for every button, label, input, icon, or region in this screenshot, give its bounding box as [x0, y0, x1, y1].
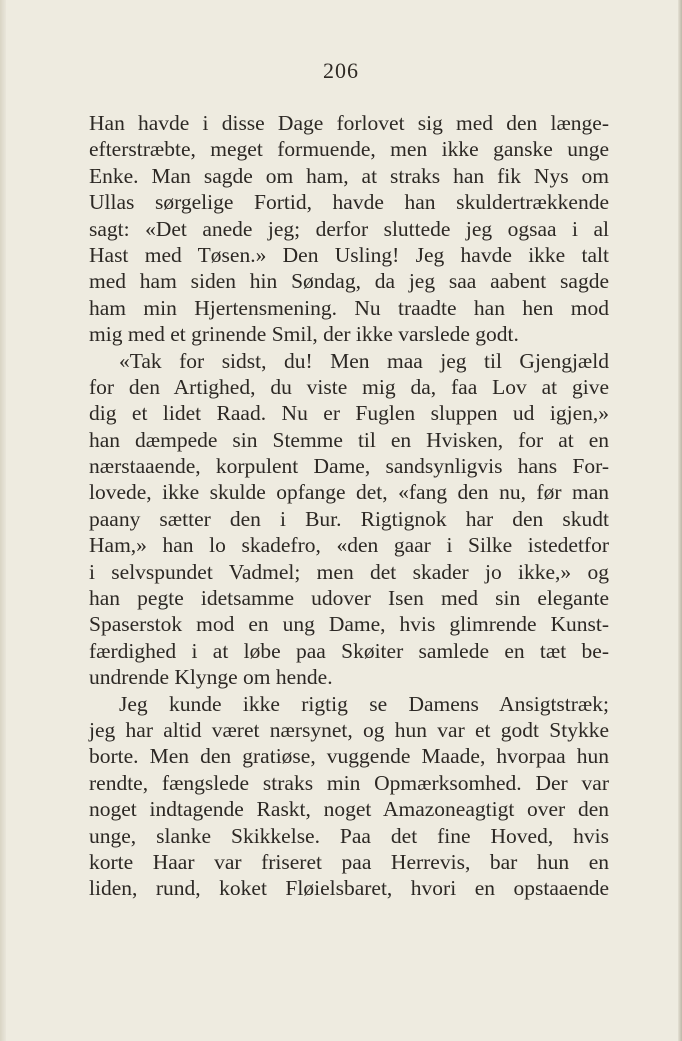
text-line: mig med et grinende Smil, der ikke varslede godt.: [89, 322, 519, 347]
text-line: Spaserstok mod en ung Dame, hvis glimrende Kunst-: [89, 612, 609, 637]
text-line: han pegte idetsamme udover Isen med sin elegante: [89, 586, 609, 611]
text-line: Han havde i disse Dage forlovet sig med den længe-: [89, 111, 609, 135]
text-line: paany sætter den i Bur. Rigtignok har den skudt: [89, 506, 609, 531]
text-line: lovede, ikke skulde opfange det, «fang den nu, før man: [89, 480, 609, 505]
text-line: Ham,» han lo skadefro, «den gaar i Silke istedetfor: [89, 533, 609, 558]
text-line: ham min Hjertensmening. Nu traadte han hen mod: [89, 295, 609, 320]
text-line: sagt: «Det anede jeg; derfor sluttede jeg ogsaa i al: [89, 216, 609, 241]
text-line: dig et lidet Raad. Nu er Fuglen sluppen ud igjen,»: [89, 401, 609, 426]
text-line: Hast med Tøsen.» Den Usling! Jeg havde ikke talt: [89, 242, 609, 267]
page-left-edge: [0, 0, 6, 1041]
text-line: færdighed i at løbe paa Skøiter samlede en tæt be-: [89, 638, 609, 663]
text-line: i selvspundet Vadmel; men det skader jo ikke,» og: [89, 559, 609, 584]
page-number: 206: [323, 58, 359, 83]
text-line: efterstræbte, meget formuende, men ikke ganske unge: [89, 137, 609, 162]
text-line: liden, rund, koket Fløielsbaret, hvori en opstaaende: [89, 876, 609, 901]
page-right-edge: [678, 0, 682, 1041]
text-line: rendte, fængslede straks min Opmærksomhed. Der var: [89, 770, 609, 795]
text-line: Ullas sørgelige Fortid, havde han skuldertrækkende: [89, 190, 609, 215]
text-line: for den Artighed, du viste mig da, faa Lov at give: [89, 374, 609, 399]
text-line: jeg har altid været nærsynet, og hun var et godt Stykke: [89, 717, 609, 742]
text-line: unge, slanke Skikkelse. Paa det fine Hoved, hvis: [89, 823, 609, 848]
text-line: «Tak for sidst, du! Men maa jeg til Gjengjæld: [119, 348, 609, 373]
text-line: borte. Men den gratiøse, vuggende Maade, hvorpaa hun: [89, 744, 609, 769]
text-line: han dæmpede sin Stemme til en Hvisken, for at en: [89, 427, 609, 452]
text-line: Enke. Man sagde om ham, at straks han fik Nys om: [89, 163, 609, 188]
body-text: [89, 110, 609, 902]
text-line: med ham siden hin Søndag, da jeg saa aabent sagde: [89, 269, 609, 294]
text-line: korte Haar var friseret paa Herrevis, bar hun en: [89, 849, 609, 874]
text-line: undrende Klynge om hende.: [89, 665, 333, 690]
text-line: noget indtagende Raskt, noget Amazoneagtigt over den: [89, 797, 609, 822]
text-line: nærstaaende, korpulent Dame, sandsynligvis hans For-: [89, 454, 609, 479]
text-line: Jeg kunde ikke rigtig se Damens Ansigtstræk;: [119, 691, 609, 716]
